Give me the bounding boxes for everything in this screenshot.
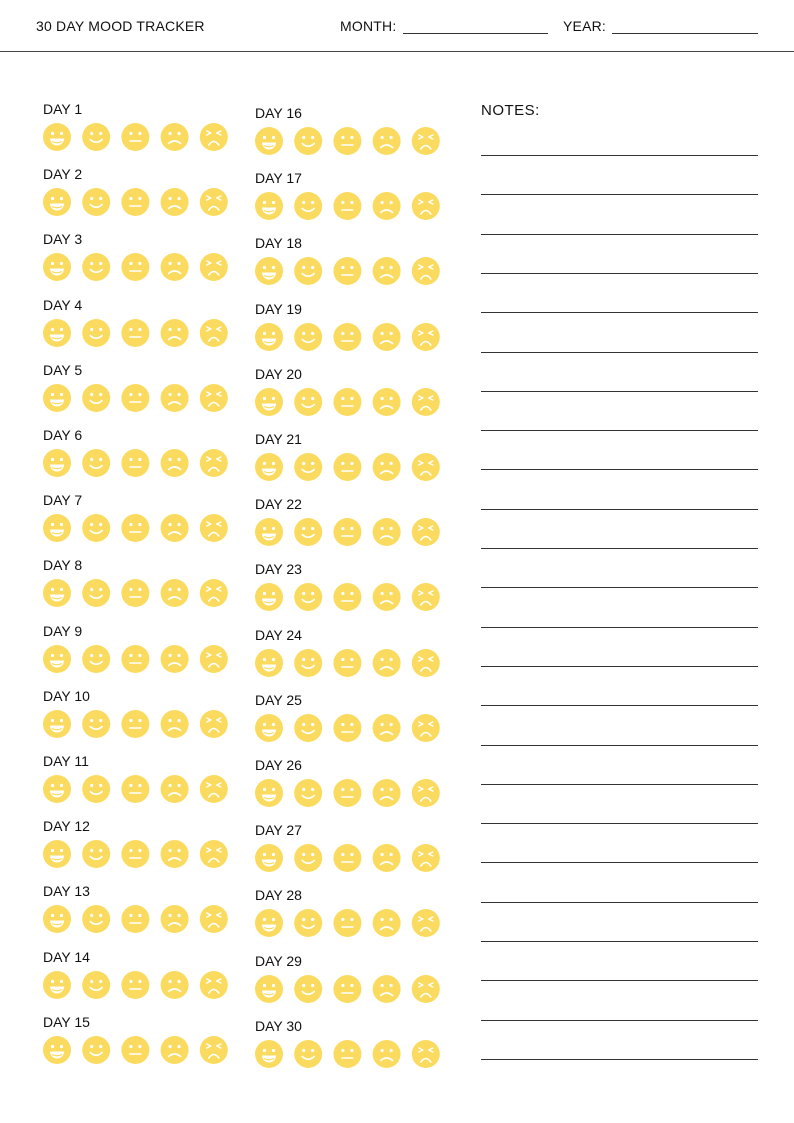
neutral-icon[interactable] [121, 579, 149, 607]
mood-options [43, 448, 233, 478]
angry-icon[interactable] [412, 779, 440, 807]
laughing-icon[interactable] [255, 1040, 283, 1068]
neutral-icon[interactable] [121, 123, 149, 151]
neutral-icon[interactable] [333, 714, 361, 742]
smile-icon[interactable] [294, 714, 322, 742]
notes-line[interactable] [481, 941, 758, 942]
sad-icon[interactable] [373, 323, 401, 351]
laughing-icon[interactable] [255, 583, 283, 611]
year-label: YEAR: [563, 18, 607, 34]
mood-options [43, 839, 233, 869]
sad-icon[interactable] [161, 123, 189, 151]
mood-options [43, 383, 233, 413]
month-label: MONTH: [340, 18, 397, 34]
notes-line[interactable] [481, 705, 758, 706]
smile-icon[interactable] [82, 905, 110, 933]
day-label: DAY 26 [255, 757, 302, 773]
smile-icon[interactable] [82, 384, 110, 412]
day-label: DAY 13 [43, 883, 90, 900]
mood-options [43, 904, 233, 934]
day-row [255, 692, 302, 708]
day-row [43, 688, 90, 704]
day-row [255, 822, 302, 838]
laughing-icon[interactable] [255, 453, 283, 481]
day-label: DAY 9 [43, 622, 83, 639]
neutral-icon[interactable] [333, 779, 361, 807]
day-label: DAY 30 [255, 1017, 302, 1034]
notes-line[interactable] [481, 784, 758, 785]
mood-options [43, 1035, 233, 1065]
notes-line[interactable] [481, 352, 758, 353]
sad-icon[interactable] [161, 1036, 189, 1064]
notes-line[interactable] [481, 980, 758, 981]
sad-icon[interactable] [373, 975, 401, 1003]
smile-icon[interactable] [294, 518, 322, 546]
laughing-icon[interactable] [255, 844, 283, 872]
angry-icon[interactable] [200, 449, 228, 477]
angry-icon[interactable] [412, 127, 440, 155]
angry-icon[interactable] [200, 123, 228, 151]
sad-icon[interactable] [161, 514, 189, 542]
sad-icon[interactable] [373, 844, 401, 872]
smile-icon[interactable] [294, 779, 322, 807]
angry-icon[interactable] [412, 453, 440, 481]
smile-icon[interactable] [82, 645, 110, 673]
mood-options [255, 713, 445, 743]
notes-line[interactable] [481, 234, 758, 235]
day-row [43, 949, 90, 965]
day-row [255, 757, 302, 773]
laughing-icon[interactable] [43, 384, 71, 412]
day-label: DAY 4 [43, 296, 83, 313]
mood-options [43, 644, 233, 674]
neutral-icon[interactable] [333, 127, 361, 155]
neutral-icon[interactable] [121, 1036, 149, 1064]
smile-icon[interactable] [294, 844, 322, 872]
mood-options [43, 122, 233, 152]
notes-line[interactable] [481, 1059, 758, 1060]
neutral-icon[interactable] [333, 975, 361, 1003]
sad-icon[interactable] [373, 388, 401, 416]
laughing-icon[interactable] [255, 388, 283, 416]
mood-options [255, 517, 445, 547]
neutral-icon[interactable] [121, 253, 149, 281]
sad-icon[interactable] [373, 257, 401, 285]
sad-icon[interactable] [373, 192, 401, 220]
day-label: DAY 19 [255, 300, 302, 317]
smile-icon[interactable] [294, 257, 322, 285]
neutral-icon[interactable] [333, 583, 361, 611]
laughing-icon[interactable] [255, 975, 283, 1003]
sad-icon[interactable] [373, 649, 401, 677]
day-row [43, 557, 82, 573]
neutral-icon[interactable] [121, 384, 149, 412]
angry-icon[interactable] [412, 518, 440, 546]
notes-line[interactable] [481, 587, 758, 588]
day-label: DAY 22 [255, 496, 302, 513]
mood-options [43, 318, 233, 348]
neutral-icon[interactable] [121, 188, 149, 216]
mood-options [43, 709, 233, 739]
notes-line[interactable] [481, 745, 758, 746]
angry-icon[interactable] [412, 714, 440, 742]
angry-icon[interactable] [200, 840, 228, 868]
notes-line[interactable] [481, 469, 758, 470]
neutral-icon[interactable] [333, 649, 361, 677]
neutral-icon[interactable] [333, 192, 361, 220]
notes-label: NOTES: [481, 102, 540, 119]
day-row [255, 105, 302, 121]
day-row [255, 953, 302, 969]
laughing-icon[interactable] [43, 645, 71, 673]
notes-line[interactable] [481, 1020, 758, 1021]
laughing-icon[interactable] [43, 579, 71, 607]
day-label: DAY 25 [255, 691, 302, 708]
day-row [255, 496, 302, 512]
mood-options [255, 908, 445, 938]
smile-icon[interactable] [82, 1036, 110, 1064]
day-label: DAY 24 [255, 626, 302, 643]
day-row [255, 366, 302, 382]
notes-line[interactable] [481, 273, 758, 274]
mood-options [255, 322, 445, 352]
sad-icon[interactable] [161, 449, 189, 477]
sad-icon[interactable] [373, 1040, 401, 1068]
notes-line[interactable] [481, 312, 758, 313]
smile-icon[interactable] [82, 971, 110, 999]
sad-icon[interactable] [161, 645, 189, 673]
day-label: DAY 12 [43, 818, 90, 835]
day-label: DAY 20 [255, 365, 302, 382]
day-row [43, 492, 82, 508]
neutral-icon[interactable] [333, 323, 361, 351]
laughing-icon[interactable] [255, 518, 283, 546]
day-row [255, 627, 302, 643]
day-label: DAY 29 [255, 952, 302, 969]
smile-icon[interactable] [82, 449, 110, 477]
day-row [43, 297, 82, 313]
angry-icon[interactable] [412, 844, 440, 872]
day-label: DAY 11 [43, 753, 89, 769]
angry-icon[interactable] [200, 514, 228, 542]
laughing-icon[interactable] [255, 192, 283, 220]
smile-icon[interactable] [294, 323, 322, 351]
notes-line[interactable] [481, 666, 758, 667]
angry-icon[interactable] [200, 905, 228, 933]
smile-icon[interactable] [82, 840, 110, 868]
laughing-icon[interactable] [43, 188, 71, 216]
mood-options [255, 843, 445, 873]
page-title: 30 DAY MOOD TRACKER [36, 18, 205, 34]
smile-icon[interactable] [294, 127, 322, 155]
day-row [43, 427, 82, 443]
angry-icon[interactable] [412, 192, 440, 220]
neutral-icon[interactable] [121, 971, 149, 999]
laughing-icon[interactable] [43, 905, 71, 933]
day-row [255, 170, 302, 186]
day-row [255, 301, 302, 317]
sad-icon[interactable] [161, 710, 189, 738]
neutral-icon[interactable] [121, 449, 149, 477]
laughing-icon[interactable] [43, 123, 71, 151]
mood-options [43, 187, 233, 217]
mood-options [255, 126, 445, 156]
mood-options [255, 452, 445, 482]
angry-icon[interactable] [200, 188, 228, 216]
mood-options [255, 1039, 445, 1069]
page-header [0, 0, 794, 52]
sad-icon[interactable] [161, 384, 189, 412]
laughing-icon[interactable] [43, 1036, 71, 1064]
day-row [43, 231, 82, 247]
neutral-icon[interactable] [121, 319, 149, 347]
laughing-icon[interactable] [255, 779, 283, 807]
sad-icon[interactable] [373, 714, 401, 742]
day-row [255, 887, 302, 903]
day-row [255, 1018, 302, 1034]
sad-icon[interactable] [373, 453, 401, 481]
angry-icon[interactable] [200, 579, 228, 607]
day-row [43, 1014, 90, 1030]
smile-icon[interactable] [82, 319, 110, 347]
smile-icon[interactable] [294, 909, 322, 937]
neutral-icon[interactable] [333, 909, 361, 937]
neutral-icon[interactable] [333, 453, 361, 481]
sad-icon[interactable] [373, 518, 401, 546]
day-row [255, 431, 302, 447]
day-label: DAY 21 [255, 431, 302, 447]
angry-icon[interactable] [412, 975, 440, 1003]
neutral-icon[interactable] [121, 645, 149, 673]
laughing-icon[interactable] [43, 319, 71, 347]
day-label: DAY 28 [255, 887, 302, 904]
smile-icon[interactable] [294, 583, 322, 611]
angry-icon[interactable] [200, 1036, 228, 1064]
day-label: DAY 16 [255, 105, 302, 121]
day-label: DAY 6 [43, 427, 83, 443]
angry-icon[interactable] [200, 645, 228, 673]
day-row [43, 362, 82, 378]
laughing-icon[interactable] [255, 714, 283, 742]
sad-icon[interactable] [161, 188, 189, 216]
smile-icon[interactable] [82, 123, 110, 151]
day-row [43, 818, 90, 834]
sad-icon[interactable] [373, 583, 401, 611]
day-label: DAY 1 [43, 101, 83, 117]
smile-icon[interactable] [294, 1040, 322, 1068]
mood-options [43, 970, 233, 1000]
smile-icon[interactable] [82, 710, 110, 738]
day-row [43, 883, 90, 899]
neutral-icon[interactable] [121, 840, 149, 868]
neutral-icon[interactable] [121, 905, 149, 933]
sad-icon[interactable] [373, 909, 401, 937]
smile-icon[interactable] [82, 579, 110, 607]
day-label: DAY 23 [255, 561, 302, 578]
notes-line[interactable] [481, 627, 758, 628]
day-label: DAY 14 [43, 948, 90, 965]
angry-icon[interactable] [412, 388, 440, 416]
neutral-icon[interactable] [333, 388, 361, 416]
mood-options [255, 387, 445, 417]
sad-icon[interactable] [161, 253, 189, 281]
notes-line[interactable] [481, 823, 758, 824]
day-row [43, 623, 82, 639]
smile-icon[interactable] [294, 388, 322, 416]
mood-options [43, 578, 233, 608]
sad-icon[interactable] [373, 779, 401, 807]
laughing-icon[interactable] [255, 649, 283, 677]
day-label: DAY 5 [43, 361, 83, 378]
angry-icon[interactable] [200, 319, 228, 347]
laughing-icon[interactable] [43, 449, 71, 477]
sad-icon[interactable] [161, 579, 189, 607]
notes-line[interactable] [481, 155, 758, 156]
angry-icon[interactable] [412, 649, 440, 677]
laughing-icon[interactable] [43, 840, 71, 868]
day-row [255, 235, 302, 251]
notes-line[interactable] [481, 430, 758, 431]
mood-options [255, 974, 445, 1004]
neutral-icon[interactable] [333, 518, 361, 546]
day-label: DAY 17 [255, 170, 302, 187]
day-label: DAY 15 [43, 1013, 90, 1030]
laughing-icon[interactable] [255, 323, 283, 351]
angry-icon[interactable] [412, 1040, 440, 1068]
smile-icon[interactable] [82, 253, 110, 281]
day-label: DAY 10 [43, 687, 90, 704]
laughing-icon[interactable] [43, 253, 71, 281]
angry-icon[interactable] [200, 253, 228, 281]
sad-icon[interactable] [161, 319, 189, 347]
day-row [255, 561, 302, 577]
mood-options [255, 582, 445, 612]
neutral-icon[interactable] [333, 1040, 361, 1068]
month-field[interactable] [403, 33, 548, 34]
neutral-icon[interactable] [333, 257, 361, 285]
notes-line[interactable] [481, 548, 758, 549]
angry-icon[interactable] [412, 909, 440, 937]
day-row [43, 166, 82, 182]
angry-icon[interactable] [412, 583, 440, 611]
notes-line[interactable] [481, 902, 758, 903]
mood-options [43, 252, 233, 282]
notes-line[interactable] [481, 194, 758, 195]
sad-icon[interactable] [161, 971, 189, 999]
neutral-icon[interactable] [121, 775, 149, 803]
neutral-icon[interactable] [333, 844, 361, 872]
day-label: DAY 3 [43, 231, 83, 248]
mood-options [255, 256, 445, 286]
smile-icon[interactable] [82, 775, 110, 803]
mood-options [43, 774, 233, 804]
laughing-icon[interactable] [255, 127, 283, 155]
smile-icon[interactable] [82, 514, 110, 542]
day-row [43, 753, 89, 769]
notes-line[interactable] [481, 862, 758, 863]
mood-options [43, 513, 233, 543]
mood-options [255, 778, 445, 808]
smile-icon[interactable] [294, 453, 322, 481]
laughing-icon[interactable] [43, 971, 71, 999]
sad-icon[interactable] [373, 127, 401, 155]
laughing-icon[interactable] [43, 710, 71, 738]
day-label: DAY 7 [43, 492, 83, 509]
day-label: DAY 18 [255, 235, 302, 252]
mood-options [255, 648, 445, 678]
laughing-icon[interactable] [43, 514, 71, 542]
day-label: DAY 8 [43, 557, 83, 574]
year-field[interactable] [612, 33, 758, 34]
laughing-icon[interactable] [255, 909, 283, 937]
smile-icon[interactable] [294, 192, 322, 220]
angry-icon[interactable] [200, 971, 228, 999]
angry-icon[interactable] [200, 384, 228, 412]
laughing-icon[interactable] [255, 257, 283, 285]
angry-icon[interactable] [412, 323, 440, 351]
day-label: DAY 27 [255, 822, 302, 839]
smile-icon[interactable] [294, 975, 322, 1003]
mood-options [255, 191, 445, 221]
notes-line[interactable] [481, 391, 758, 392]
sad-icon[interactable] [161, 840, 189, 868]
angry-icon[interactable] [412, 257, 440, 285]
smile-icon[interactable] [82, 188, 110, 216]
sad-icon[interactable] [161, 775, 189, 803]
notes-line[interactable] [481, 509, 758, 510]
day-row [43, 101, 82, 117]
laughing-icon[interactable] [43, 775, 71, 803]
neutral-icon[interactable] [121, 514, 149, 542]
day-label: DAY 2 [43, 166, 83, 183]
sad-icon[interactable] [161, 905, 189, 933]
neutral-icon[interactable] [121, 710, 149, 738]
angry-icon[interactable] [200, 775, 228, 803]
smile-icon[interactable] [294, 649, 322, 677]
angry-icon[interactable] [200, 710, 228, 738]
